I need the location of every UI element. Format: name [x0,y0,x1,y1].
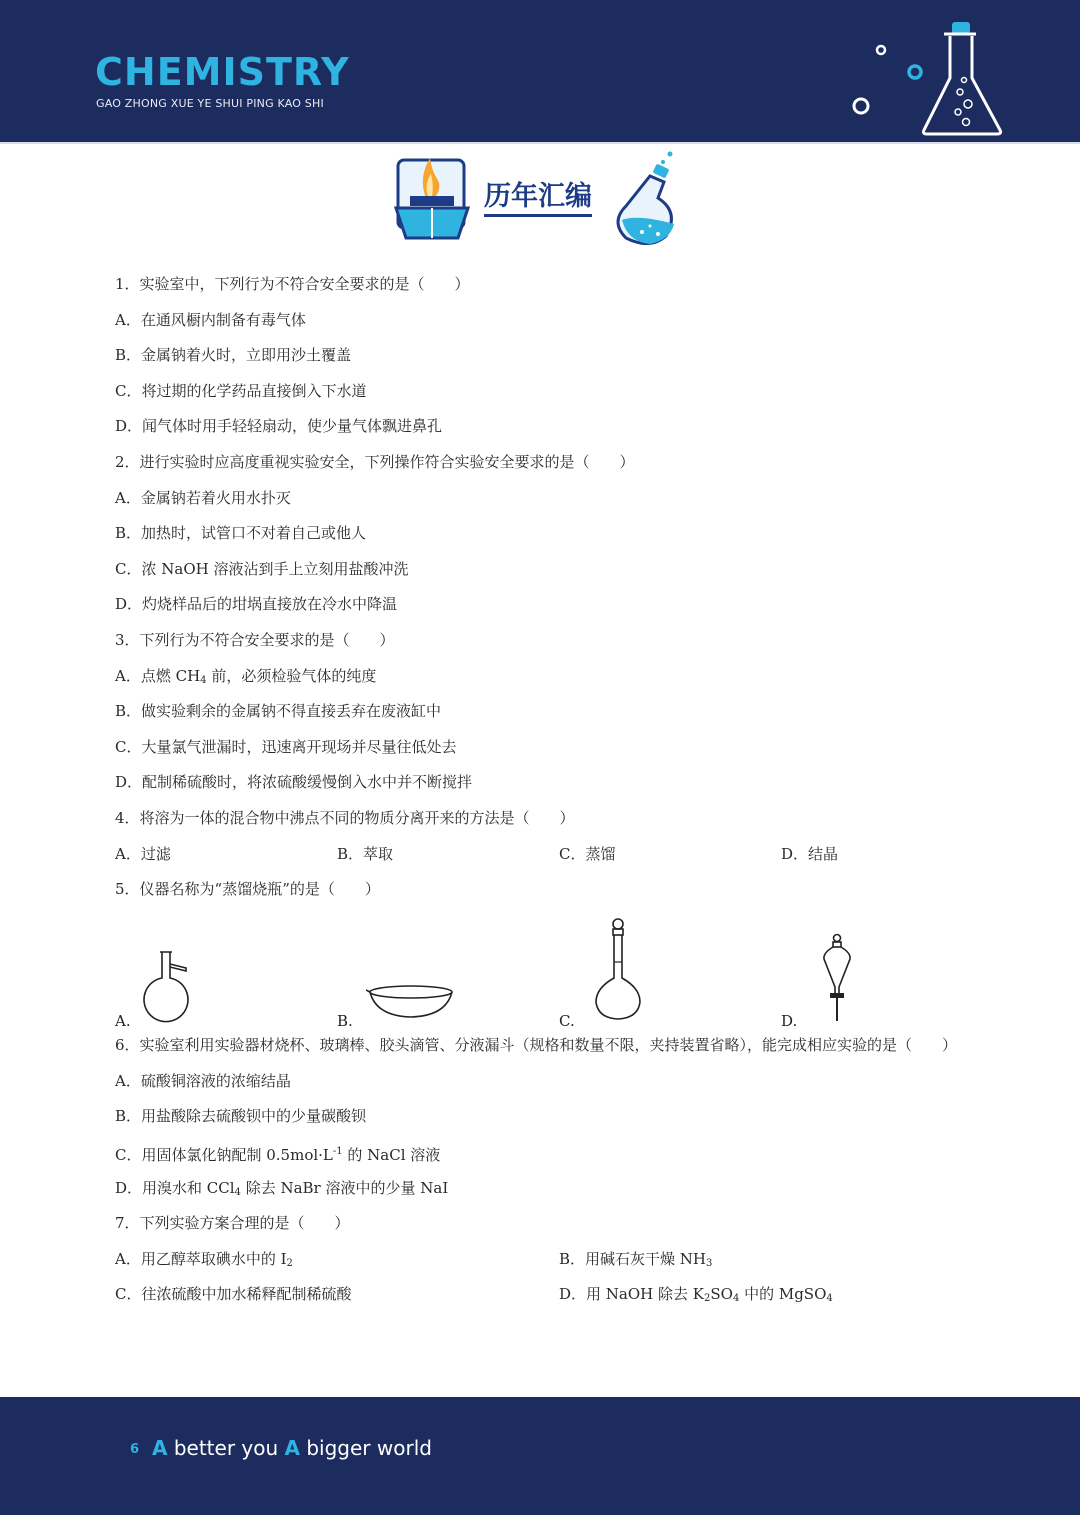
brand-subtitle: GAO ZHONG XUE YE SHUI PING KAO SHI [96,97,324,110]
question-7-option-a: A．用乙醇萃取碘水中的 $I_2$ [115,1250,293,1269]
question-3-option-d: D．配制稀硫酸时，将浓硫酸缓慢倒入水中并不断搅拌 [115,773,473,791]
question-3-stem: 3．下列行为不符合安全要求的是（ ） [115,631,395,649]
page-number: 6 [130,1442,140,1457]
question-4-option-a: A．过滤 [115,845,171,863]
question-6-option-c: C．用固体氯化钠配制 $0.5mol\cdot L^{-1}$ 的 NaCl 溶液 [115,1146,441,1164]
question-1-option-c: C．将过期的化学药品直接倒入下水道 [115,382,367,400]
question-7-option-d: D．用 NaOH 除去 $K_2SO_4$ 中的 MgSO$_4$ [559,1285,833,1304]
question-4-option-b: B．萃取 [337,845,394,863]
question-5-option-d: D. [781,1012,798,1030]
question-1-stem: 1．实验室中，下列行为不符合安全要求的是（ ） [115,275,470,293]
question-5-stem: 5．仪器名称为“蒸馏烧瓶”的是（ ） [115,880,380,898]
brand-title: CHEMISTRY [95,50,350,94]
question-5-option-c: C. [559,1012,575,1030]
question-1-option-b: B．金属钠着火时，立即用沙土覆盖 [115,346,352,364]
bunsen-burner-icon [396,158,468,238]
question-2-stem: 2．进行实验时应高度重视实验安全，下列操作符合实验安全要求的是（ ） [115,453,635,471]
question-3-option-b: B．做实验剩余的金属钠不得直接丢弃在废液缸中 [115,702,442,720]
volumetric-flask-icon [592,916,644,1022]
question-4-stem: 4．将溶为一体的混合物中沸点不同的物质分离开来的方法是（ ） [115,809,575,827]
question-7-option-b: B．用碱石灰干燥 $NH_3$ [559,1250,713,1269]
header-divider [0,142,1080,144]
round-flask-icon [618,152,674,245]
question-2-option-b: B．加热时，试管口不对着自己或他人 [115,524,367,542]
question-2-option-a: A．金属钠若着火用水扑灭 [115,489,291,507]
question-5-option-a: A. [115,1012,131,1030]
footer-slogan: A better you A bigger world [152,1436,432,1460]
question-7-option-c: C．往浓硫酸中加水稀释配制稀硫酸 [115,1285,352,1303]
question-3-option-a: A．点燃 $CH_4$ 前，必须检验气体的纯度 [115,667,377,686]
question-2-option-d: D．灼烧样品后的坩埚直接放在冷水中降温 [115,595,398,613]
flask-icon [840,18,1020,140]
section-title: 历年汇编 [484,180,592,217]
question-6-option-d: D．用溴水和 CCl$_4$ 除去 NaBr 溶液中的少量 NaI [115,1179,449,1198]
separatory-funnel-icon [820,933,854,1023]
question-7-stem: 7．下列实验方案合理的是（ ） [115,1214,350,1232]
distillation-flask-icon [140,948,194,1024]
question-1-option-a: A．在通风橱内制备有毒气体 [115,311,306,329]
question-3-option-c: C．大量氯气泄漏时，迅速离开现场并尽量往低处去 [115,738,457,756]
question-6-option-b: B．用盐酸除去硫酸钡中的少量碳酸钡 [115,1107,367,1125]
question-6-option-a: A．硫酸铜溶液的浓缩结晶 [115,1072,291,1090]
question-6-stem: 6．实验室利用实验器材烧杯、玻璃棒、胶头滴管、分液漏斗（规格和数量不限，夹持装置省略），能完成相应实验的是（ ） [115,1036,958,1054]
question-2-option-c: C．浓 NaOH 溶液沾到手上立刻用盐酸冲洗 [115,560,409,578]
question-4-option-d: D．结晶 [781,845,839,863]
evaporating-dish-icon [366,982,456,1022]
question-1-option-d: D．闻气体时用手轻轻扇动，使少量气体飘进鼻孔 [115,417,443,435]
question-5-option-b: B. [337,1012,353,1030]
question-4-option-c: C．蒸馏 [559,845,616,863]
